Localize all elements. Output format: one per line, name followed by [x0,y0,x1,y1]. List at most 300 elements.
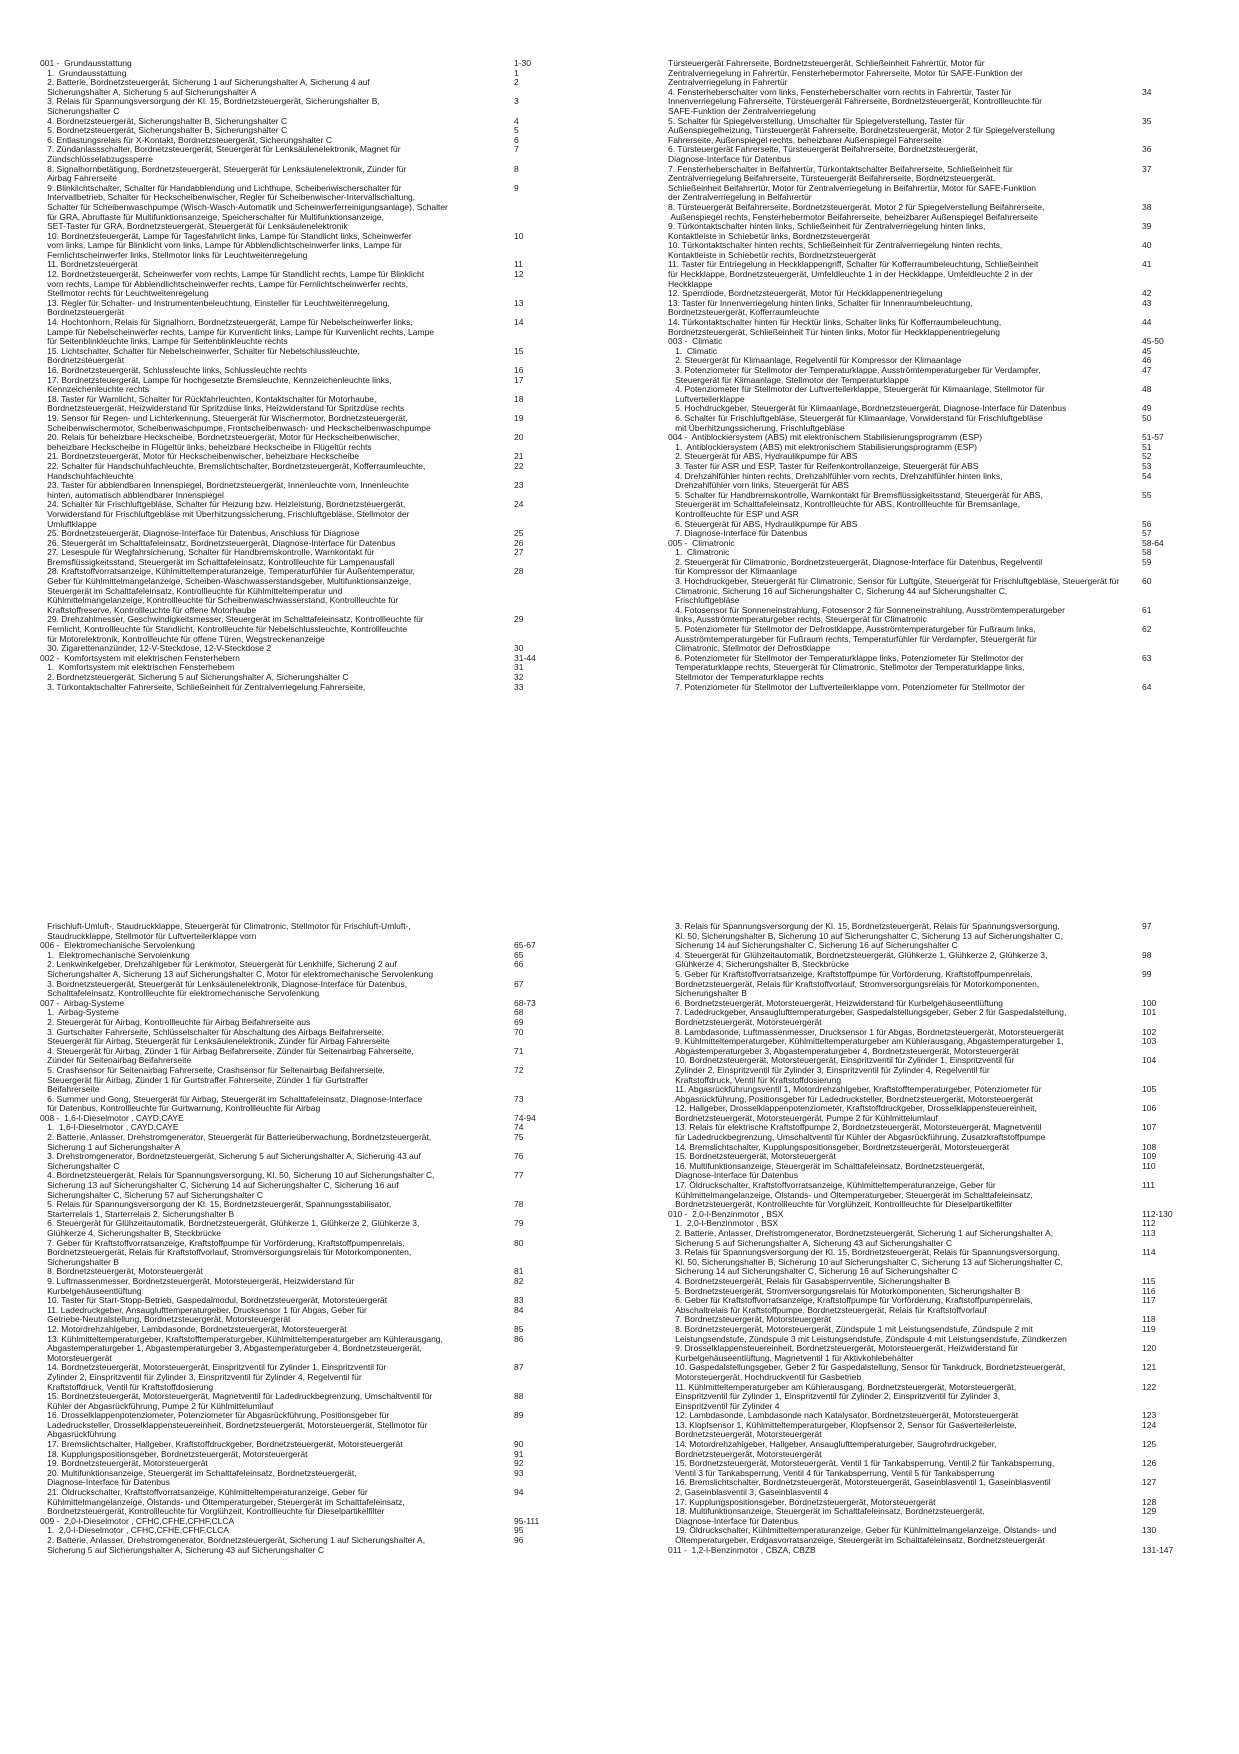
toc-entry-text: Frischluftgebläse [668,596,740,606]
toc-page-number: 51-57 [1142,432,1164,443]
toc-entry [40,193,560,203]
toc-page-number: 50 [1142,412,1152,423]
toc-entry-text: 3. Drehstromgenerator, Bordnetzsteuergerät, Sicherung 5 auf Sicherungshalter A, Sicherung 43 auf [40,1152,421,1162]
toc-entry-text: für Ladedruckbegrenzung, Umschaltventil für Kühler der Abgasrückführung, Zusatzkraftstoffpumpe [668,1133,1046,1143]
toc-page-number: 20 [514,432,524,443]
toc-entry-text: Bremsflüssigkeitsstand, Steuergerät im Schalttafeleinsatz, Kontrollleuchte für Lampenausfall [40,557,395,567]
toc-entry [40,280,560,290]
toc-section-heading [40,999,560,1009]
toc-entry-text: 9. Türkontaktschalter hinten links, Schließeinheit für Zentralverriegelung hinten links, [668,222,986,232]
toc-page-number: 47 [1142,365,1152,375]
toc-entry-text: 3. Taster für ASR und ESP, Taster für Reifenkontrollanzeige, Steuergerät für ABS [668,461,979,471]
toc-page-number: 72 [514,1064,524,1075]
toc-entry-text: Außenspiegel rechts, Fensterhebermotor Beifahrerseite, beheizbarer Außenspiegel Beifahrerseite [668,212,1038,222]
toc-entry-text: 24. Schalter für Frischluftgebläse, Schalter für Heizung bzw. Heizleistung, Bordnetzsteuergerät, [40,500,406,510]
toc-page-number [1138,184,1192,194]
toc-entry-text: für Seitenblinkleuchte links, Lampe für Seitenblinkleuchte rechts [40,337,288,347]
toc-entry [40,1469,560,1479]
toc-page-number [1138,932,1192,942]
toc-entry-text: 21. Öldruckschalter, Kraftstoffvorratsanzeige, Kühlmitteltemperaturanzeige, Geber für [40,1488,368,1498]
toc-section-heading [668,1210,1188,1220]
toc-entry-text: Kl. 50, Sicherungshalter B, Sicherung 10 auf Sicherungshalter C, Sicherung 13 auf Sicherungshalter C, [668,931,1064,941]
toc-page-number: 99 [1142,968,1152,979]
toc-entry [668,1507,1188,1517]
toc-entry-text: Steuergerät für Airbag, Steuergerät für Lenksäulenelektronik, Zünder für Airbag Fahrerseite [40,1037,390,1047]
toc-entry [668,452,1188,462]
toc-entry-text: 9. Blinklichtschalter, Schalter für Handabblendung und Lichthupe, Scheibenwischerschalter für [40,183,402,193]
toc-entry [40,174,560,184]
toc-page-number: 42 [1142,288,1152,299]
toc-entry-text: Kontaktleiste in Schiebetür links, Bordnetzsteuergerät [668,231,870,241]
toc-entry-text: Abgasrückführung [40,1430,117,1440]
toc-entry-text: 7. Fensterheberschalter in Beifahrertür, Türkontaktschalter Beifahrerseite, Schließeinheit für [668,164,1013,174]
toc-page-number [510,213,564,223]
toc-entry [40,289,560,299]
toc-entry [40,1450,560,1460]
toc-entry [668,1450,1188,1460]
toc-entry-text: Außenspiegelheizung, Türsteuergerät Fahrerseite, Bordnetzsteuergerät, Motor 2 für Spiegelverstellung [668,126,1055,136]
toc-entry-text: Kraftstoffdruck, Ventil für Kraftstoffdosierung [40,1382,214,1392]
toc-entry [40,1411,560,1421]
toc-entry-text: 16. Multifunktionsanzeige, Steuergerät im Schalttafeleinsatz, Bordnetzsteuergerät, [668,1161,985,1171]
toc-entry [40,1267,560,1277]
toc-entry-text: 2. Batterie, Bordnetzsteuergerät, Sicherung 1 auf Sicherungshalter A, Sicherung 4 auf [40,78,370,88]
toc-entry [40,1306,560,1316]
toc-entry-text: Sicherungshalter C, Sicherung 57 auf Sicherungshalter C [40,1190,264,1200]
toc-entry-text: 19. Sensor für Regen- und Lichterkennung, Steuergerät für Wischermotor, Bordnetzsteuergerät, [40,413,408,423]
toc-entry [668,1354,1188,1364]
toc-entry [668,644,1188,654]
toc-entry-text: Bordnetzsteuergerät, Heizwiderstand für Spritzdüse links, Heizwiderstand für Spritzdüse rechts [40,404,405,414]
toc-page-number: 88 [514,1391,524,1402]
toc-entry [40,337,560,347]
toc-page-number: 52 [1142,451,1152,462]
toc-entry [668,193,1188,203]
toc-entry [40,443,560,453]
toc-entry [40,520,560,530]
toc-entry [668,1536,1188,1546]
toc-entry-text: Kontaktleiste in Schiebetür rechts, Bordnetzsteuergerät [668,250,876,260]
toc-page-number: 45 [1142,345,1152,356]
toc-entry [668,472,1188,482]
toc-page-number: 36 [1142,144,1152,155]
toc-entry [40,1248,560,1258]
toc-page-number: 128 [1142,1496,1157,1507]
toc-page-number: 24 [514,499,524,510]
toc-entry [40,1258,560,1268]
toc-entry-text: Kühlmittelmangelanzeige, Kontrollleuchte für Scheibenwaschwasserstand, Kontrollleuchte für [40,596,399,606]
toc-entry [668,97,1188,107]
toc-entry [40,960,560,970]
toc-page-number: 97 [1142,921,1152,931]
toc-page-number [510,577,564,587]
toc-entry-text: Heckklappe [668,279,713,289]
toc-entry-text: Steuergerät für Klimaanlage, Stellmotor der Temperaturklappe [668,375,909,385]
toc-entry [668,577,1188,587]
toc-entry-text: 9. Kühlmitteltemperaturgeber, Kühlmitteltemperaturgeber am Kühlerausgang, Abgastemperaturgeber 1, [668,1037,1064,1047]
toc-page-number: 66 [514,959,524,970]
toc-entry [40,673,560,683]
toc-entry [668,1143,1188,1153]
toc-entry-text: 1. Airbag-Systeme [40,1008,119,1018]
toc-entry [40,232,560,242]
toc-entry-text: Sicherungshalter B [668,989,747,999]
toc-entry [40,1076,560,1086]
toc-entry [40,78,560,88]
toc-entry-text: 003 - Climatic [668,337,723,347]
toc-page-number: 129 [1142,1506,1157,1517]
toc-column-bottom-right [668,922,1188,1555]
toc-entry [40,404,560,414]
toc-entry [668,232,1188,242]
toc-entry [40,1047,560,1057]
toc-entry-text: Diagnose-Interface für Datenbus [668,1171,798,1181]
toc-entry-text: Zentralverriegelung in Fahrertür [668,78,788,88]
toc-entry-text: 12. Motordrehzahlgeber, Lambdasonde, Bordnetzsteuergerät, Motorsteuergerät [40,1324,347,1334]
toc-entry [40,1152,560,1162]
toc-entry [40,356,560,366]
toc-entry-text: 14. Bordnetzsteuergerät, Motorsteuergerät, Einspritzventil für Zylinder 1, Einspritzventil für [40,1363,387,1373]
toc-entry-text: für GRA, Abruftaste für Multifunktionsanzeige, Speicherschalter für Multifunktionsanzeige, [40,212,384,222]
toc-entry-text: Ausströmtemperaturgeber für Fußraum rechts, Temperaturfühler für Verdampfer, Steuergerät für [668,634,1037,644]
toc-entry-text: für Kompressor der Klimaanlage [668,567,797,577]
toc-entry [668,117,1188,127]
toc-entry [668,960,1188,970]
toc-entry [668,1066,1188,1076]
toc-entry-text: 6. Türsteuergerät Fahrerseite, Türsteuergerät Beifahrerseite, Bordnetzsteuergerät, [668,145,978,155]
toc-page-number [510,596,564,606]
toc-entry [668,1383,1188,1393]
toc-entry-text: 16. Bordnetzsteuergerät, Schlussleuchte links, Schlussleuchte rechts [40,366,307,375]
toc-entry [40,97,560,107]
toc-entry-text: 4. Fotosensor für Sonneneinstrahlung, Fotosensor 2 für Sonneneinstrahlung, Ausströmtemperaturgeber [668,605,1065,615]
toc-entry-text: Zündschlüsselabzugssperre [40,154,153,164]
toc-entry-text: 10. Bordnetzsteuergerät, Lampe für Tagesfahrlicht links, Lampe für Standlicht links, Scheinwerfer [40,231,412,241]
toc-entry-text: 6. Schalter für Frischluftgebläse, Steuergerät für Klimaanlage, Vorwiderstand für Frischluftgebläse [668,413,1043,423]
toc-entry-text: Bordnetzsteuergerät, Motorsteuergerät [668,1449,822,1459]
toc-entry-text: hinten, automatisch abblendbarer Innenspiegel [40,490,224,500]
toc-page-number: 96 [514,1535,524,1545]
toc-page-number: 34 [1142,86,1152,97]
toc-entry [668,424,1188,434]
toc-entry-text: Zentralverriegelung Beifahrerseite, Türsteuergerät Beifahrerseite, Bordnetzsteuergerät, [668,174,996,184]
toc-entry-text: 6. Steuergerät für Glühzeitautomatik, Bordnetzsteuergerät, Glühkerze 1, Glühkerze 2, Glühkerze 3, [40,1219,420,1229]
toc-entry-text: 14. Türkontaktschalter hinten für Hecktür links, Schalter links für Kofferraumbeleuchtung, [668,318,1002,328]
toc-entry-text: vorn links, Lampe für Blinklicht vorn links, Lampe für Abblendlichtscheinwerfer links, Lampe für [40,241,402,251]
toc-entry [668,165,1188,175]
toc-entry [40,117,560,127]
toc-page-number: 95 [514,1525,524,1536]
toc-entry [668,126,1188,136]
toc-entry-text: Diagnose-Interface für Datenbus [40,1478,170,1488]
toc-page-number [510,1498,564,1508]
toc-entry-text: 11. Bordnetzsteuergerät [40,260,138,270]
toc-page-number: 5 [514,125,519,136]
toc-entry-text: 8. Bordnetzsteuergerät, Motorsteuergerät [40,1267,204,1277]
toc-page-number: 82 [514,1275,524,1286]
toc-entry [668,270,1188,280]
toc-entry [40,69,560,79]
toc-entry [40,1219,560,1229]
toc-entry-text: 011 - 1,2-l-Benzinmotor , CBZA, CBZB [668,1545,816,1555]
toc-entry [668,174,1188,184]
toc-entry-text: Staudruckklappe, Stellmotor für Luftverteilerklappe vorn [40,931,257,941]
toc-entry-text: Zylinder 2, Einspritzventil für Zylinder 3, Einspritzventil für Zylinder 4, Regelventil für [668,1065,990,1075]
toc-entry [40,510,560,520]
toc-entry [40,1191,560,1201]
toc-page-number: 27 [514,547,524,558]
toc-page-number: 64 [1142,681,1152,692]
toc-page-number [1138,59,1192,69]
toc-entry-text: Ladedrucksteller, Drosselklappensteuereinheit, Bordnetzsteuergerät, Motorsteuergerät, Stellmotor für [40,1420,428,1430]
toc-entry [668,241,1188,251]
toc-entry [40,596,560,606]
toc-entry-text: Lampe für Nebelscheinwerfer rechts, Lampe für Kurvenlicht links, Lampe für Kurvenlicht rechts, Lampe [40,327,435,337]
toc-entry [668,1478,1188,1488]
toc-entry-text: 3. Relais für Spannungsversorgung der Kl. 15, Bordnetzsteuergerät, Relais für Spannungsversorgung, [668,922,1060,931]
toc-entry-text: Türsteuergerät Fahrerseite, Bordnetzsteuergerät, Schließeinheit Fahrertür, Motor für [668,59,985,68]
toc-entry [668,213,1188,223]
toc-entry [40,481,560,491]
toc-entry-text: 5. Schalter für Handbremskontrolle, Warnkontakt für Bremsflüssigkeitsstand, Steuergerät für ABS, [668,490,1043,500]
toc-entry-text: 12. Hallgeber, Drosselklappenpotenziometer, Kraftstoffdruckgeber, Drosselklappensteuereinheit, [668,1104,1037,1114]
toc-entry [40,1181,560,1191]
toc-entry-text: Schalter für Scheibenwaschpumpe (Wisch-Wasch-Automatik und Scheinwerferreinigungsanlage), Schalter [40,202,448,212]
toc-entry-text: 25. Bordnetzsteuergerät, Diagnose-Interface für Datenbus, Anschluss für Diagnose [40,529,360,539]
toc-entry-text: 18. Multifunktionsanzeige, Steuergerät im Schalttafeleinsatz, Bordnetzsteuergerät, [668,1507,985,1517]
toc-entry-text: 5. Relais für Spannungsversorgung der Kl. 15, Bordnetzsteuergerät, Spannungsstabilisator, [40,1200,392,1210]
toc-page-number: 48 [1142,384,1152,395]
toc-entry [668,1430,1188,1440]
toc-entry [668,145,1188,155]
toc-entry-text: 29. Drehzahlmesser, Geschwindigkeitsmesser, Steuergerät im Schalttafeleinsatz, Kontrollleuchte für [40,615,424,625]
toc-entry-text: 4. Drehzahlfühler hinten rechts, Drehzahlfühler vorn rechts, Drehzahlfühler hinten links, [668,471,1003,481]
toc-entry-text: 5. Bordnetzsteuergerät, Sicherungshalter B, Sicherungshalter C [40,126,288,136]
toc-entry [40,529,560,539]
toc-page-number: 60 [1142,576,1152,587]
toc-entry-text: 002 - Komfortsystem mit elektrischen Fensterhebern [40,653,240,663]
toc-entry [40,136,560,146]
toc-entry [668,260,1188,270]
toc-entry [40,1498,560,1508]
toc-entry [668,1200,1188,1210]
toc-entry [40,1392,560,1402]
toc-entry-text: 3. Potenziometer für Stellmotor der Temperaturklappe, Ausströmtemperaturgeber für Verdampfer, [668,366,1041,375]
toc-page-number: 125 [1142,1439,1157,1450]
toc-entry-text: 6. Steuergerät für ABS, Hydraulikpumpe für ABS [668,519,858,529]
toc-entry [668,932,1188,942]
toc-entry [40,491,560,501]
toc-entry-text: Diagnose-Interface für Datenbus [668,154,791,164]
toc-entry-text: 18. Taster für Warnlicht, Schalter für Rückfahrleuchten, Kontaktschalter für Motorhaube, [40,394,377,404]
toc-entry-text: 13. Klopfsensor 1, Kühlmitteltemperaturgeber, Klopfsensor 2, Sensor für Gasverteilerleiste, [668,1420,1017,1430]
toc-entry-text: 10. Türkontaktschalter hinten rechts, Schließeinheit für Zentralverriegelung hinten rechts, [668,241,1003,251]
toc-entry-text: 27. Lesespule für Wegfahrsicherung, Schalter für Handbremskontrolle, Warnkontakt für [40,548,375,558]
toc-entry [40,299,560,309]
toc-entry-text: 13. Regler für Schalter- und Instrumentenbeleuchtung, Einsteller für Leuchtweitenregelung, [40,298,390,308]
toc-entry [40,1344,560,1354]
toc-entry-text: Schalttafeleinsatz, Kontrollleuchte für elektromechanische Servolenkung [40,989,320,999]
toc-entry [668,59,1188,69]
toc-page-number [1138,980,1192,990]
toc-entry [668,1296,1188,1306]
toc-page-number: 62 [1142,624,1152,635]
toc-entry-text: 15. Bordnetzsteuergerät, Motorsteuergerät, Magnetventil für Ladedruckbegrenzung, Umschaltventil für [40,1392,433,1402]
toc-entry [40,270,560,280]
toc-entry-text: 19. Öldruckschalter, Kühlmitteltemperaturanzeige, Geber für Kühlmittelmangelanzeige, Ölstands- und [668,1526,1057,1536]
toc-page-number: 77 [514,1170,524,1181]
toc-entry [668,347,1188,357]
toc-entry [668,1104,1188,1114]
toc-entry [40,644,560,654]
toc-entry [40,683,560,693]
toc-page-number [510,625,564,635]
toc-entry-text: 20. Relais für beheizbare Heckscheibe, Bordnetzsteuergerät, Motor für Heckscheibenwischer, [40,433,400,443]
toc-entry-text: 10. Bordnetzsteuergerät, Motorsteuergerät, Einspritzventil für Zylinder 1, Einspritzventil für [668,1056,1015,1066]
toc-entry [40,222,560,232]
toc-entry [668,1095,1188,1105]
toc-entry [40,1325,560,1335]
toc-entry-text: 4. Fensterheberschalter vorn links, Fensterheberschalter vorn rechts in Fahrertür, Taster für [668,87,1012,97]
toc-entry-text: Sicherungshalter A, Sicherung 5 auf Sicherungshalter A [40,87,257,97]
toc-page-number: 95-111 [514,1515,540,1526]
toc-entry-text: Abschaltrelais für Kraftstoffpumpe, Bordnetzsteuergerät, Relais für Kraftstoffvorlauf [668,1305,987,1315]
toc-page-number: 51 [1142,441,1152,452]
toc-entry [40,1210,560,1220]
toc-entry [668,941,1188,951]
toc-page-number [1138,97,1192,107]
toc-entry [668,1181,1188,1191]
toc-entry-text: 009 - 2,0-l-Dieselmotor , CFHC,CFHE,CFHF,CLCA [40,1516,235,1526]
toc-page-number: 37 [1142,163,1152,174]
toc-entry [40,414,560,424]
toc-entry [40,472,560,482]
toc-entry [40,376,560,386]
toc-page-number: 26 [514,537,524,548]
toc-entry [668,1133,1188,1143]
toc-entry-text: 6. Entlastungsrelais für X-Kontakt, Bordnetzsteuergerät, Sicherungshalter C [40,135,332,145]
toc-entry-text: Luftverteilerklappe [668,394,745,404]
toc-entry-text: 1. Komfortsystem mit elektrischen Fensterhebern [40,663,235,673]
toc-entry [40,126,560,136]
toc-page-number: 109 [1142,1151,1157,1162]
toc-entry-text: Kraftstoffdruck, Ventil für Kraftstoffdosierung [668,1075,842,1085]
toc-entry [668,299,1188,309]
toc-entry [40,951,560,961]
toc-entry-text: Bordnetzsteuergerät, Relais für Kraftstoffvorlauf, Stromversorgungsrelais für Motorkomponenten, [40,1248,412,1258]
toc-entry-text: 008 - 1,6-l-Dieselmotor , CAYD,CAYE [40,1113,184,1123]
toc-entry [668,491,1188,501]
toc-entry-text: 26. Steuergerät im Schalttafeleinsatz, Bordnetzsteuergerät, Diagnose-Interface für Datenbus [40,538,396,548]
toc-page-number [510,193,564,203]
toc-entry [40,1028,560,1038]
toc-entry-text: Steuergerät im Schalttafeleinsatz, Kontrollleuchte für Kühlmitteltemperatur und [40,586,343,596]
toc-entry [40,88,560,98]
toc-page-number: 58 [1142,547,1152,558]
toc-page-number [510,328,564,338]
toc-entry [668,395,1188,405]
toc-entry-text: beheizbare Heckscheibe in Flügeltür links, beheizbare Heckscheibe in Flügeltür rechts [40,442,372,452]
toc-page-number [1138,1191,1192,1201]
toc-entry-text: SAFE-Funktion der Zentralverriegelung [668,106,816,116]
toc-entry [40,1430,560,1440]
toc-entry [668,683,1188,693]
toc-entry [40,1162,560,1172]
toc-entry-text: Sicherungshalter C [40,1161,120,1171]
toc-page-number: 58-64 [1142,537,1164,548]
toc-entry [40,155,560,165]
toc-entry [668,1392,1188,1402]
toc-entry-text: 3. Relais für Spannungsversorgung der Kl. 15, Bordnetzsteuergerät, Relais für Spannungsversorgung, [668,1248,1060,1258]
toc-page-number: 69 [514,1016,524,1027]
toc-entry-text: Sicherungshalter C [40,106,120,116]
toc-page-number: 111 [1142,1180,1155,1191]
toc-entry-text: 12. Lambdasonde, Lambdasonde nach Katalysator, Bordnetzsteuergerät, Motorsteuergerät [668,1411,1019,1421]
toc-entry [668,596,1188,606]
toc-page-number: 53 [1142,460,1152,471]
toc-entry [668,951,1188,961]
toc-page-number: 6 [514,134,519,145]
toc-entry-text: vorn rechts, Lampe für Abblendlichtscheinwerfer rechts, Lampe für Fernlichtscheinwerfer rechts, [40,279,409,289]
toc-entry [40,558,560,568]
toc-page-number: 11 [514,259,523,270]
toc-entry [668,184,1188,194]
toc-entry-text: Leistungsendstufe, Zündspule 3 mit Leistungsendstufe, Zündspule 4 mit Leistungsendstufe, Zündkerzen [668,1334,1067,1344]
toc-page-number: 130 [1142,1525,1157,1536]
toc-entry [668,980,1188,990]
toc-page-number [510,1344,564,1354]
toc-page-number: 100 [1142,997,1157,1008]
toc-entry-text: 3. Bordnetzsteuergerät, Steuergerät für Lenksäulenelektronik, Diagnose-Interface für Datenbus, [40,979,408,989]
toc-page-number: 31-44 [514,652,536,663]
toc-page-number: 104 [1142,1055,1157,1066]
toc-page-number: 56 [1142,518,1152,529]
toc-entry [40,1488,560,1498]
toc-page-number: 28 [514,566,524,577]
toc-page-number: 17 [514,374,524,385]
toc-entry [668,1306,1188,1316]
toc-entry-text: Zentralverriegelung in Fahrertür, Fensterhebermotor Fahrerseite, Motor für SAFE-Funktion der [668,68,1023,78]
toc-entry-text: 14. Hochtonhorn, Relais für Signalhorn, Bordnetzsteuergerät, Lampe für Nebelscheinwerfer links, [40,318,413,328]
toc-entry-text: Steuergerät für Airbag, Zünder 1 für Gurtstraffer Fahrerseite, Zünder 1 für Gurtstraffer [40,1075,369,1085]
toc-entry-text: 2, Gaseinblasventil 3, Gaseinblasventil 4 [668,1488,829,1498]
toc-entry-text: 1. Elektromechanische Servolenkung [40,950,190,960]
toc-page-number: 18 [514,393,524,404]
toc-entry-text: Drehzahlfühler vorn links, Steuergerät für ABS [668,481,849,491]
toc-entry-text: Bordnetzsteuergerät [40,356,125,366]
toc-entry [40,922,560,932]
toc-entry-text: SET-Taster für GRA, Bordnetzsteuergerät, Steuergerät für Lenksäulenelektronik [40,222,348,232]
toc-entry-text: 11. Kühlmitteltemperaturgeber am Kühlerausgang, Bordnetzsteuergerät, Motorsteuergerät, [668,1382,1017,1392]
toc-entry [40,1335,560,1345]
toc-page-number: 87 [514,1362,524,1373]
toc-entry-text: 2. Batterie, Anlasser, Drehstromgenerator, Bordnetzsteuergerät, Sicherung 1 auf Sicherungshalter A, [40,1536,426,1545]
toc-entry [668,1315,1188,1325]
toc-entry [668,558,1188,568]
toc-page-number [510,587,564,597]
toc-entry-text: Kennzeichenleuchte rechts [40,385,150,395]
toc-page-number: 94 [514,1487,524,1498]
toc-entry [668,500,1188,510]
toc-page-number: 8 [514,163,519,174]
toc-page-number: 49 [1142,403,1152,414]
toc-page-number: 112-130 [1142,1208,1173,1219]
toc-entry-text: Stellmotor rechts für Leuchtweitenregelung [40,289,209,299]
toc-page-number [1138,663,1192,673]
toc-entry [668,1459,1188,1469]
toc-entry [668,1076,1188,1086]
toc-page-number: 110 [1142,1160,1156,1171]
